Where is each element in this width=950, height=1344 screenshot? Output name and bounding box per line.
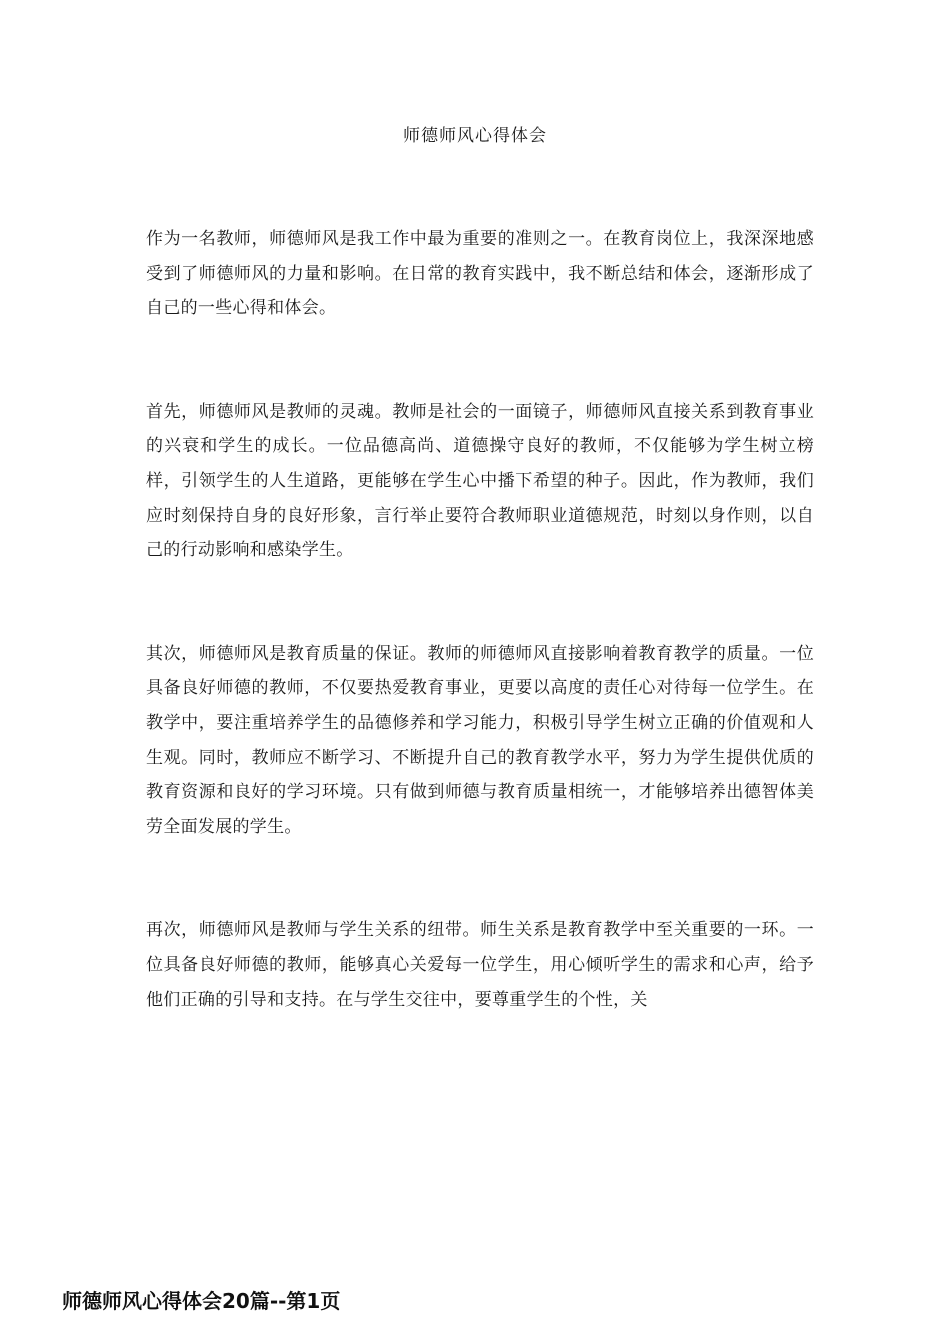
- paragraph-second: 其次，师德师风是教育质量的保证。教师的师德师风直接影响着教育教学的质量。一位具备良好师德的教师，不仅要热爱教育事业，更要以高度的责任心对待每一位学生。在教学中，要注重培养学生的品德修养和学习能力，积极引导学生树立正确的价值观和人生观。同时，教师应不断学习、不断提升自己的教育教学水平，努力为学生提供优质的教育资源和良好的学习环境。只有做到师德与教育质量相统一，才能够培养出德智体美劳全面发展的学生。: [146, 643, 814, 837]
- paragraph-intro: 作为一名教师，师德师风是我工作中最为重要的准则之一。在教育岗位上，我深深地感受到了师德师风的力量和影响。在日常的教育实践中，我不断总结和体会，逐渐形成了自己的一些心得和体会。: [146, 229, 814, 319]
- page-footer: 师德师风心得体会20篇--第1页: [62, 1289, 341, 1313]
- document-body: [146, 222, 814, 1086]
- paragraph-first: 首先，师德师风是教师的灵魂。教师是社会的一面镜子，师德师风直接关系到教育事业的兴衰和学生的成长。一位品德高尚、道德操守良好的教师，不仅能够为学生树立榜样，引领学生的人生道路，更能够在学生心中播下希望的种子。因此，作为教师，我们应时刻保持自身的良好形象，言行举止要符合教师职业道德规范，时刻以身作则，以自己的行动影响和感染学生。: [146, 401, 814, 561]
- document-title: 师德师风心得体会: [403, 126, 547, 146]
- paragraph-third: 再次，师德师风是教师与学生关系的纽带。师生关系是教育教学中至关重要的一环。一位具备良好师德的教师，能够真心关爱每一位学生，用心倾听学生的需求和心声，给予他们正确的引导和支持。在与学生交往中，要尊重学生的个性，关: [146, 920, 814, 1010]
